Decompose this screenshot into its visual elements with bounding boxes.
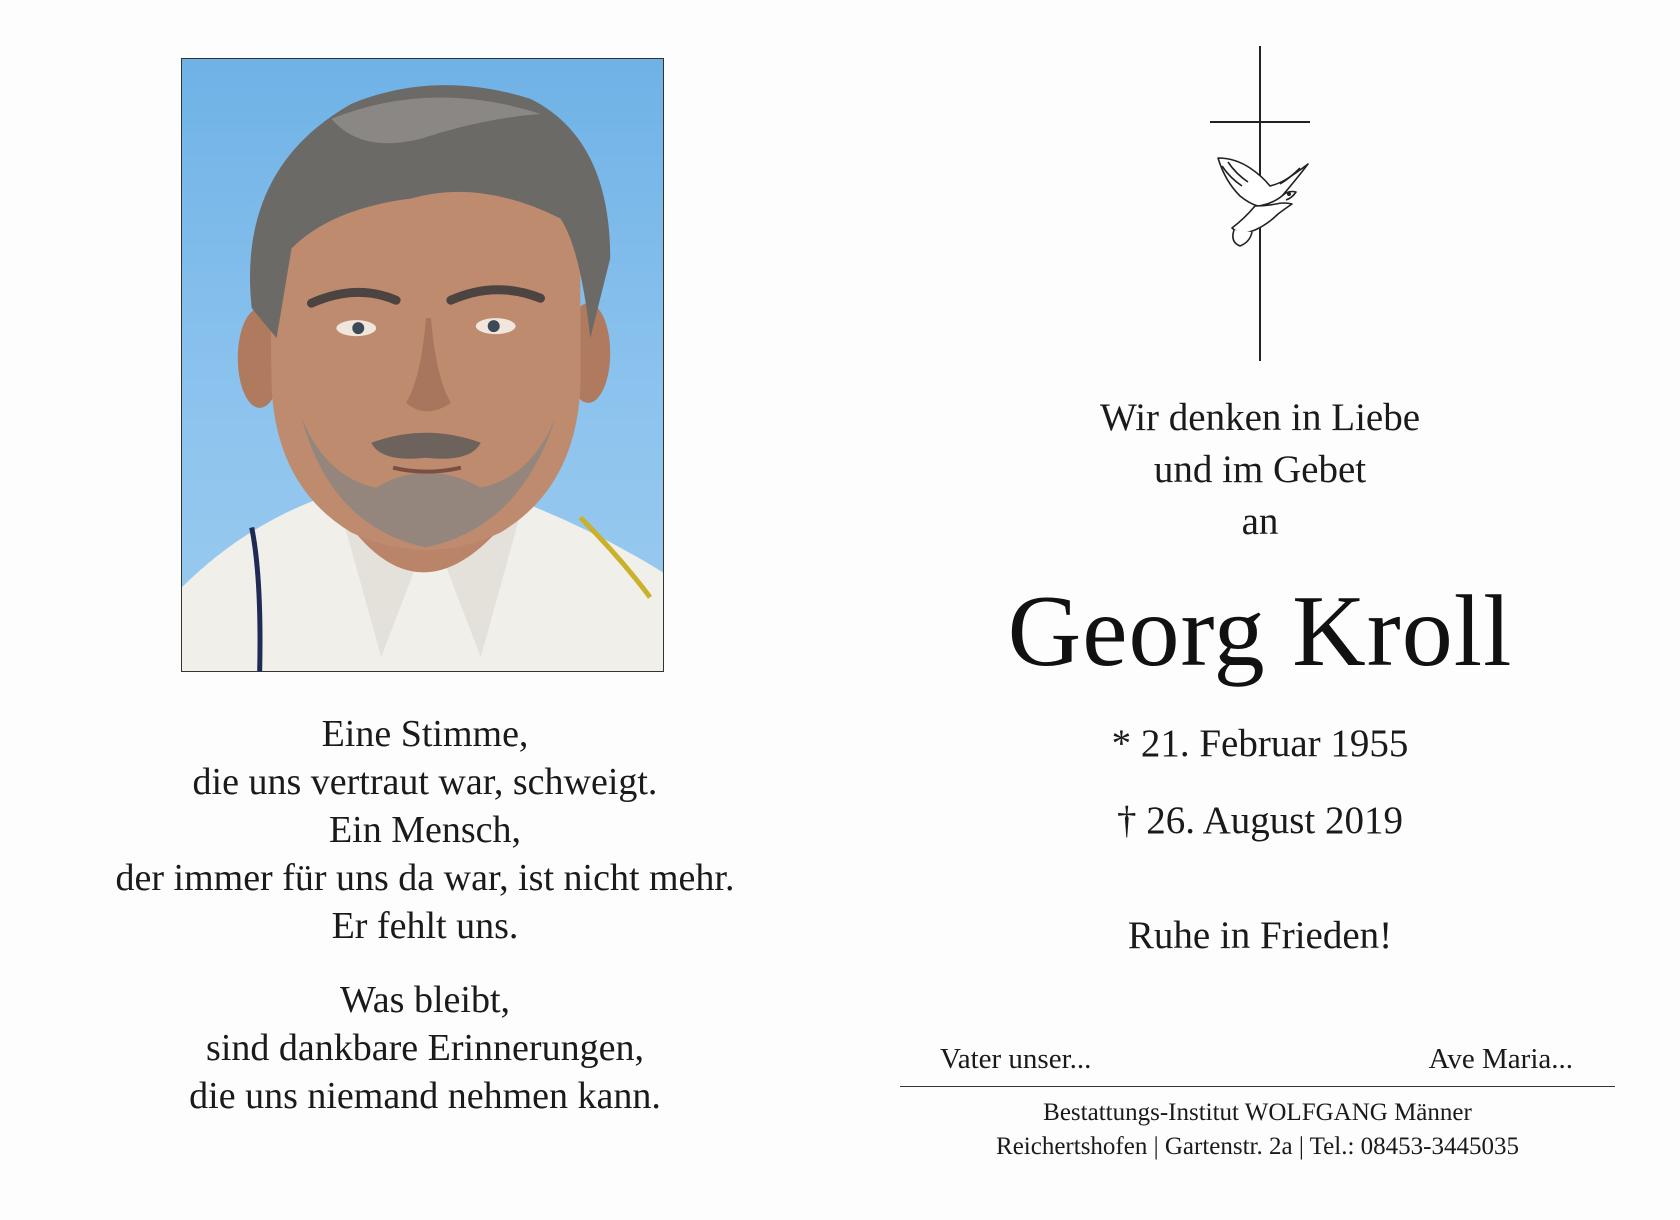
funeral-home-address: Reichertshofen | Gartenstr. 2a | Tel.: 08453-3445035: [996, 1133, 1519, 1160]
poem-line: Eine Stimme,: [321, 713, 529, 755]
dove-icon: [1218, 158, 1308, 246]
poem-stanza-1: [40, 710, 810, 950]
prayer-vater-unser: Vater unser...: [940, 1043, 1092, 1075]
poem-line: Ein Mensch,: [328, 809, 522, 851]
birth-date: * 21. Februar 1955: [1111, 722, 1409, 765]
prayer-row: [900, 1043, 1615, 1083]
poem-line: der immer für uns da war, ist nicht mehr.: [115, 857, 735, 899]
death-date: † 26. August 2019: [1116, 799, 1404, 842]
portrait-photo: [181, 58, 664, 672]
poem-stanza-2: [40, 976, 810, 1120]
rest-in-peace-text: Ruhe in Frieden!: [1127, 914, 1393, 957]
cross-icon: [1200, 46, 1320, 361]
intro-text: [1010, 392, 1510, 548]
intro-line: Wir denken in Liebe: [1099, 396, 1421, 439]
poem-line: sind dankbare Erinnerungen,: [206, 1027, 644, 1069]
deceased-name: Georg Kroll: [1007, 575, 1513, 688]
intro-line: an: [1241, 500, 1279, 543]
funeral-home-info: [900, 1096, 1615, 1164]
poem-line: die uns vertraut war, schweigt.: [192, 761, 658, 803]
funeral-home-name: Bestattungs-Institut WOLFGANG Männer: [1043, 1099, 1472, 1126]
poem-line: die uns niemand nehmen kann.: [189, 1075, 661, 1117]
divider: [900, 1086, 1615, 1087]
intro-line: und im Gebet: [1153, 448, 1367, 491]
prayer-ave-maria: Ave Maria...: [1428, 1043, 1573, 1075]
poem-line: Was bleibt,: [339, 979, 511, 1021]
poem-line: Er fehlt uns.: [331, 905, 519, 947]
